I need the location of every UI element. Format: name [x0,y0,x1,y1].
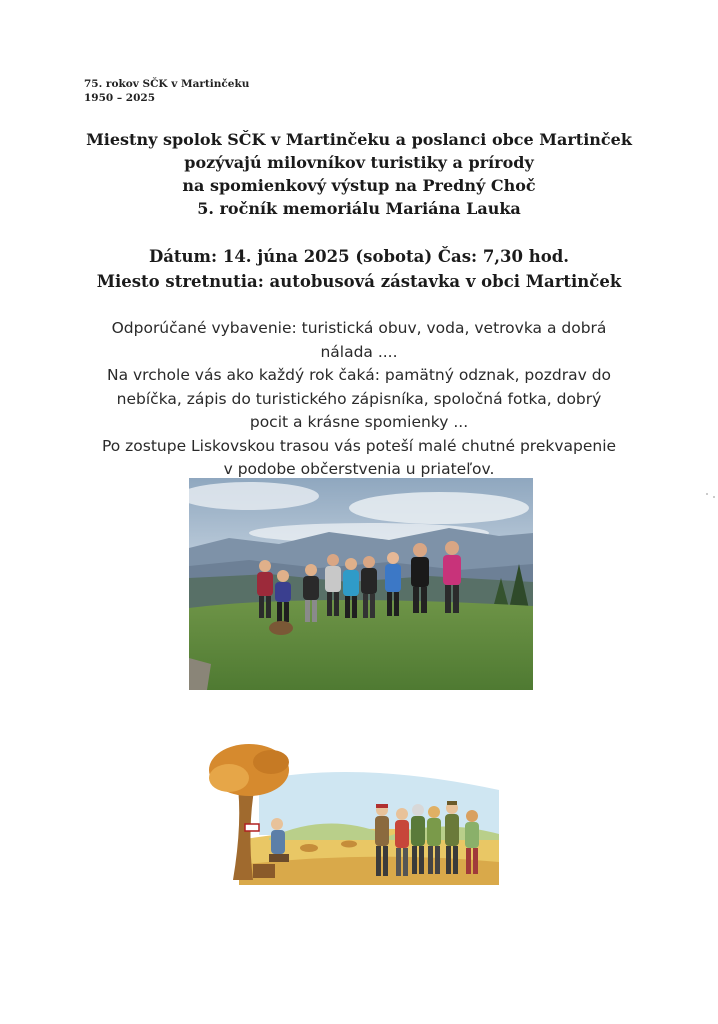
anniversary-years: 1950 – 2025 [84,92,156,104]
description-line: Po zostupe Liskovskou trasou vás poteší malé chutné prekvapenie [101,436,617,455]
event-description [70,317,648,482]
scan-speck [706,493,708,495]
anniversary-title: 75. rokov SČK v Martinčeku [84,78,250,90]
invitation-line: pozývajú milovníkov turistiky a prírody [184,153,534,172]
hikers-cartoon [199,740,511,890]
invitation-line: Miestny spolok SČK v Martinčeku a poslanci obce Martinček [86,130,632,149]
event-details [0,244,718,294]
scan-speck [713,496,715,498]
event-meeting-place: Miesto stretnutia: autobusová zástavka v obci Martinček [96,272,622,291]
invitation-line: na spomienkový výstup na Predný Choč [182,176,536,195]
description-line: pocit a krásne spomienky ... [249,413,469,431]
description-line: nálada .... [320,342,398,361]
group-photo [189,478,533,690]
description-line: nebíčka, zápis do turistického zápisníka, spoločná fotka, dobrý [116,389,602,408]
invitation-line: 5. ročník memoriálu Mariána Lauka [197,199,521,218]
event-date-time: Dátum: 14. júna 2025 (sobota) Čas: 7,30 hod. [148,247,570,266]
description-line: Odporúčané vybavenie: turistická obuv, voda, vetrovka a dobrá [111,319,607,337]
description-line: Na vrchole vás ako každý rok čaká: pamätný odznak, pozdrav do [106,366,612,384]
anniversary-header [84,77,249,105]
invitation-block [0,128,718,220]
description-line: v podobe občerstvenia u priateľov. [223,460,495,478]
